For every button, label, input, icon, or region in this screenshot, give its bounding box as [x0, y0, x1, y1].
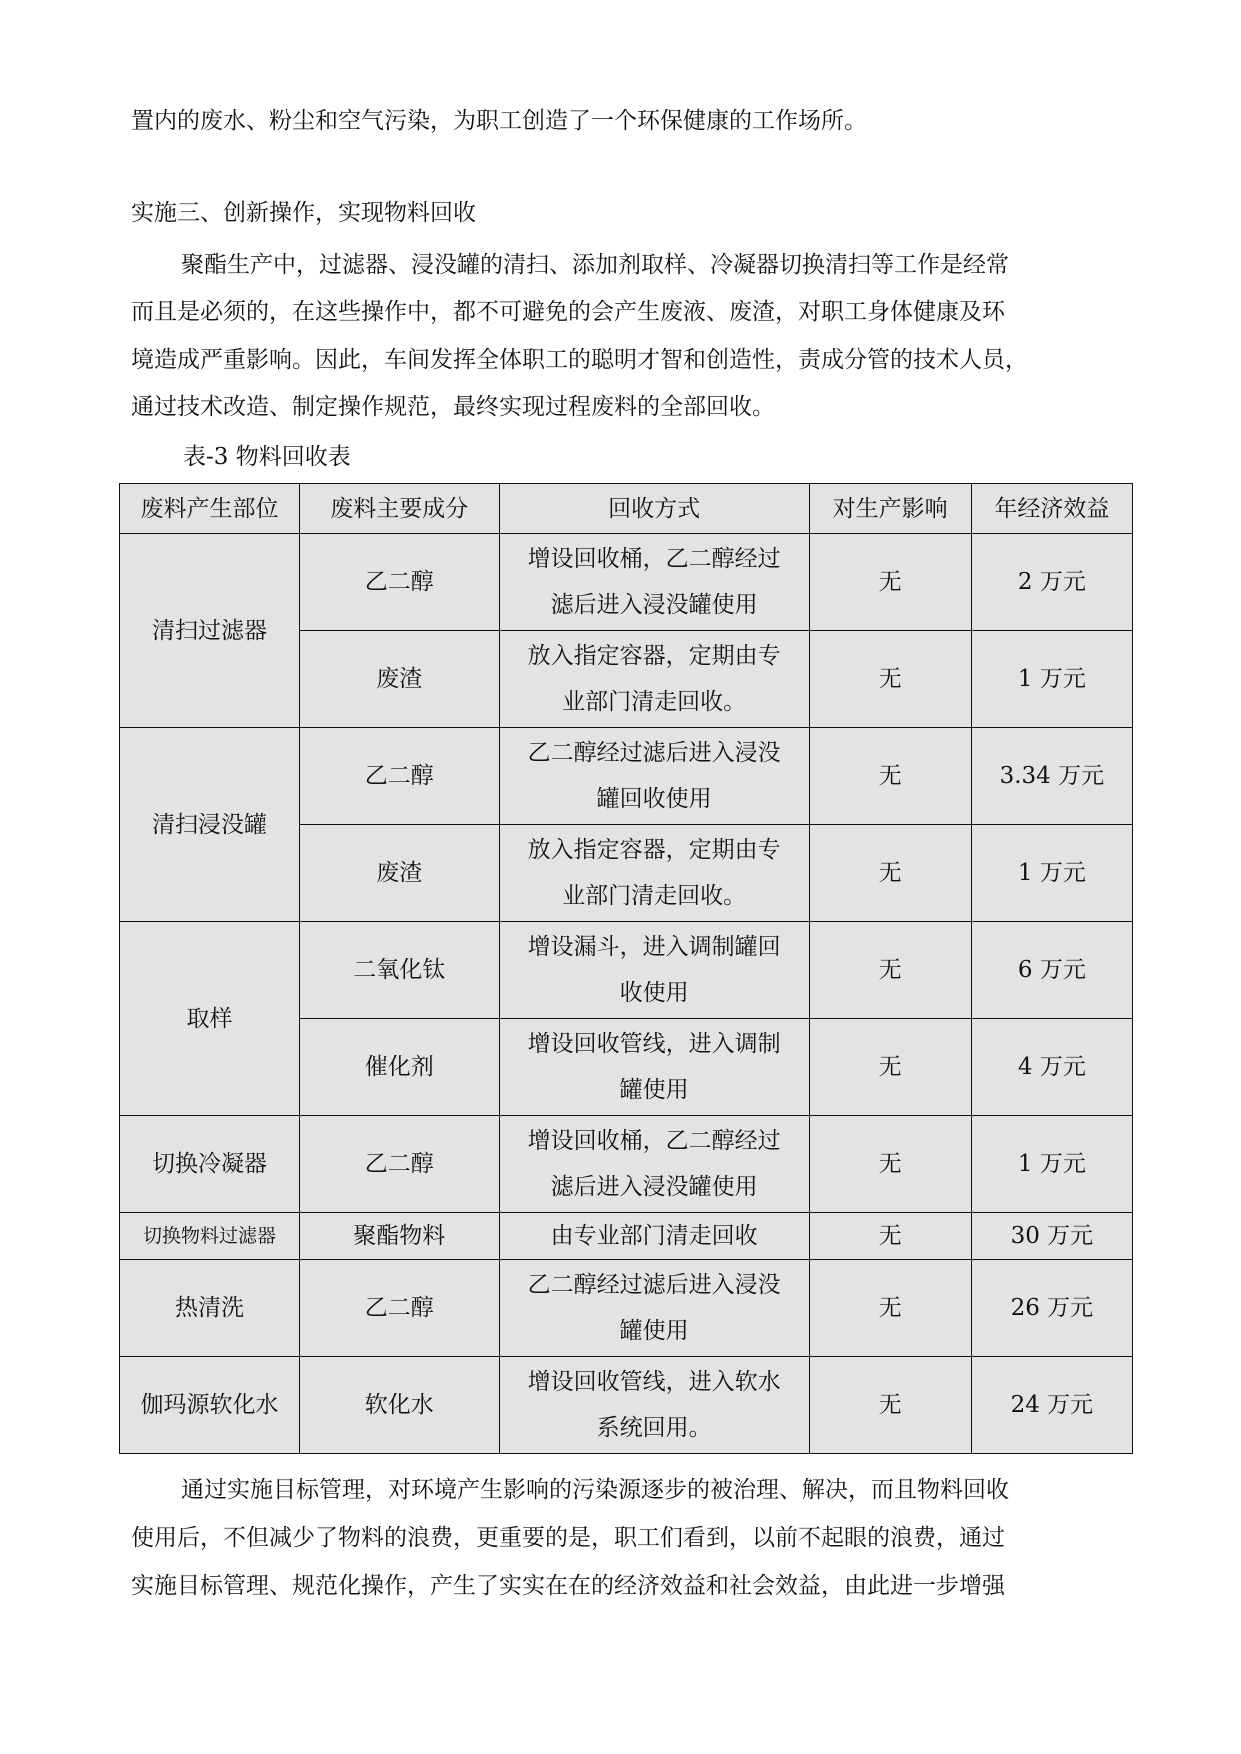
paragraph-line: 通过技术改造、制定操作规范，最终实现过程废料的全部回收。 [131, 394, 775, 420]
method-line: 增设回收桶，乙二醇经过 [527, 1128, 781, 1154]
cell-method: 由专业部门清走回收 [499, 1213, 809, 1260]
cell-method [499, 1260, 809, 1357]
method-line: 收使用 [619, 980, 689, 1006]
cell-benefit: 1 万元 [971, 1116, 1132, 1213]
method-line: 业部门清走回收。 [562, 883, 747, 909]
method-line: 放入指定容器，定期由专 [527, 837, 781, 863]
cell-method [499, 825, 809, 922]
cell-component: 废渣 [299, 631, 499, 728]
method-line: 增设回收管线，进入软水 [527, 1369, 781, 1395]
cell-component: 乙二醇 [299, 534, 499, 631]
table-row [120, 1213, 1133, 1260]
cell-impact: 无 [809, 534, 971, 631]
cell-impact: 无 [809, 1260, 971, 1357]
method-line: 罐回收使用 [596, 786, 712, 812]
cell-benefit: 1 万元 [971, 631, 1132, 728]
paragraph-line: 置内的废水、粉尘和空气污染，为职工创造了一个环保健康的工作场所。 [131, 108, 867, 134]
cell-component: 软化水 [299, 1357, 499, 1454]
cell-component: 二氧化钛 [299, 922, 499, 1019]
paragraph-line: 境造成严重影响。因此，车间发挥全体职工的聪明才智和创造性，责成分管的技术人员， [131, 347, 1028, 373]
cell-impact: 无 [809, 631, 971, 728]
method-line: 罐使用 [619, 1077, 689, 1103]
header-benefit: 年经济效益 [971, 484, 1132, 534]
cell-impact: 无 [809, 1019, 971, 1116]
paragraph-line: 通过实施目标管理，对环境产生影响的污染源逐步的被治理、解决，而且物料回收 [181, 1477, 1009, 1503]
table-header-row [120, 484, 1133, 534]
table-row [120, 534, 1133, 631]
cell-benefit: 3.34 万元 [971, 728, 1132, 825]
cell-method [499, 1116, 809, 1213]
method-line: 乙二醇经过滤后进入浸没 [527, 740, 781, 766]
cell-impact: 无 [809, 1357, 971, 1454]
cell-benefit: 30 万元 [971, 1213, 1132, 1260]
method-line: 增设漏斗，进入调制罐回 [527, 934, 781, 960]
cell-method [499, 534, 809, 631]
cell-benefit: 4 万元 [971, 1019, 1132, 1116]
cell-impact: 无 [809, 1116, 971, 1213]
cell-impact: 无 [809, 1213, 971, 1260]
cell-location: 切换冷凝器 [120, 1116, 300, 1213]
cell-method [499, 631, 809, 728]
method-line: 滤后进入浸没罐使用 [550, 592, 758, 618]
cell-component: 乙二醇 [299, 1260, 499, 1357]
section-heading: 实施三、创新操作，实现物料回收 [131, 200, 476, 226]
cell-location: 热清洗 [120, 1260, 300, 1357]
cell-impact: 无 [809, 825, 971, 922]
cell-benefit: 24 万元 [971, 1357, 1132, 1454]
cell-impact: 无 [809, 728, 971, 825]
method-line: 滤后进入浸没罐使用 [550, 1174, 758, 1200]
cell-method [499, 1019, 809, 1116]
cell-location: 清扫过滤器 [120, 534, 300, 728]
cell-benefit: 6 万元 [971, 922, 1132, 1019]
cell-location: 伽玛源软化水 [120, 1357, 300, 1454]
method-line: 放入指定容器，定期由专 [527, 643, 781, 669]
cell-benefit: 26 万元 [971, 1260, 1132, 1357]
header-component: 废料主要成分 [299, 484, 499, 534]
cell-impact: 无 [809, 922, 971, 1019]
method-line: 罐使用 [619, 1318, 689, 1344]
cell-component: 乙二醇 [299, 1116, 499, 1213]
method-line: 业部门清走回收。 [562, 689, 747, 715]
table-caption: 表-3 物料回收表 [183, 444, 351, 470]
paragraph-line: 实施目标管理、规范化操作，产生了实实在在的经济效益和社会效益，由此进一步增强 [131, 1573, 1005, 1599]
method-line: 乙二醇经过滤后进入浸没 [527, 1272, 781, 1298]
table-row [120, 922, 1133, 1019]
paragraph-line: 使用后，不但减少了物料的浪费，更重要的是，职工们看到，以前不起眼的浪费，通过 [131, 1525, 1005, 1551]
cell-method [499, 728, 809, 825]
table-row [120, 1357, 1133, 1454]
method-line: 增设回收管线，进入调制 [527, 1031, 781, 1057]
method-line: 系统回用。 [596, 1415, 712, 1441]
cell-benefit: 1 万元 [971, 825, 1132, 922]
recycle-table [119, 483, 1133, 1454]
table-row [120, 728, 1133, 825]
header-method: 回收方式 [499, 484, 809, 534]
paragraph-line: 聚酯生产中，过滤器、浸没罐的清扫、添加剂取样、冷凝器切换清扫等工作是经常 [181, 252, 1009, 278]
cell-location: 切换物料过滤器 [120, 1213, 300, 1260]
header-impact: 对生产影响 [809, 484, 971, 534]
cell-location: 取样 [120, 922, 300, 1116]
table-row [120, 1116, 1133, 1213]
method-line: 增设回收桶，乙二醇经过 [527, 546, 781, 572]
table-row [120, 1260, 1133, 1357]
cell-component: 聚酯物料 [299, 1213, 499, 1260]
cell-location: 清扫浸没罐 [120, 728, 300, 922]
cell-method [499, 922, 809, 1019]
paragraph-line: 而且是必须的，在这些操作中，都不可避免的会产生废液、废渣，对职工身体健康及环 [131, 299, 1005, 325]
cell-benefit: 2 万元 [971, 534, 1132, 631]
header-location: 废料产生部位 [120, 484, 300, 534]
cell-component: 废渣 [299, 825, 499, 922]
cell-method [499, 1357, 809, 1454]
cell-component: 乙二醇 [299, 728, 499, 825]
cell-component: 催化剂 [299, 1019, 499, 1116]
